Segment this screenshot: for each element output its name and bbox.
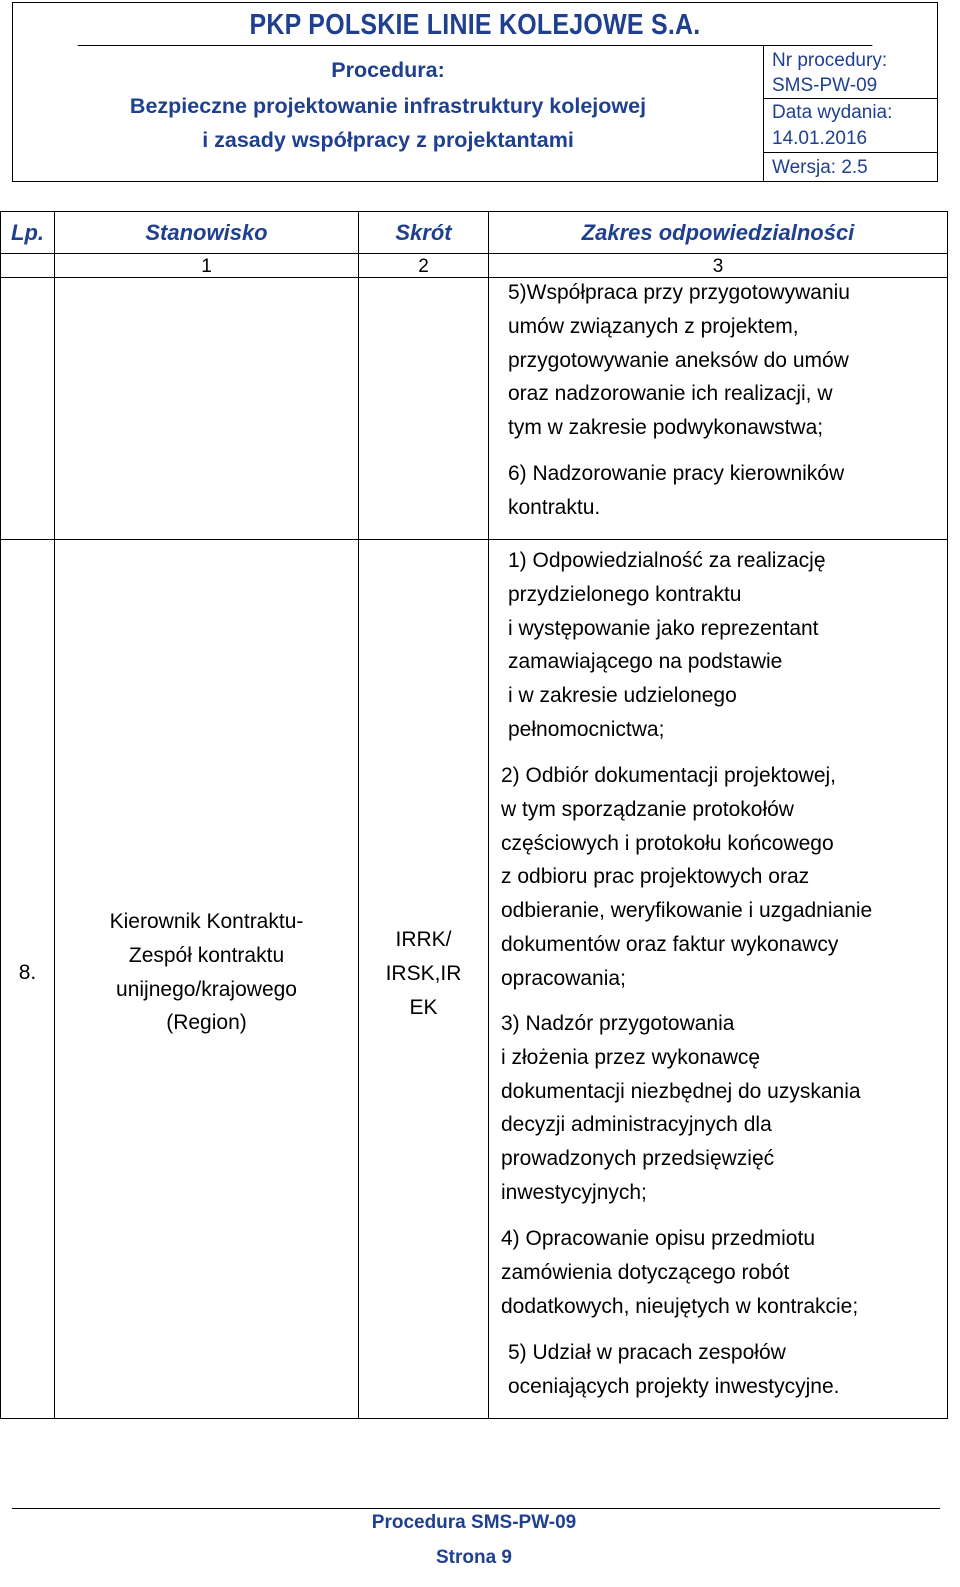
row-8-paragraph-5: 5) Udział w pracach zespołów oceniających projekty inwestycyjne. [508, 1341, 840, 1398]
row-8-position: Kierownik Kontraktu- Zespół kontraktu unijnego/krajowego (Region) [109, 910, 304, 1035]
procedure-title-block [13, 46, 764, 181]
procedure-title-line-2: i zasady współpracy z projektantami [202, 128, 574, 152]
column-number-1: 1 [201, 256, 212, 277]
procedure-number-value: SMS-PW-09 [772, 75, 878, 96]
row-8-paragraph-4: 4) Opracowanie opisu przedmiotu zamówienia dotyczącego robót dodatkowych, nieujętych w kontrakcie; [501, 1227, 859, 1318]
footer-procedure: Procedura SMS-PW-09 [371, 1512, 577, 1533]
issue-date-value: 14.01.2016 [772, 128, 868, 149]
row-8-paragraph-2: 2) Odbiór dokumentacji projektowej, w tym sporządzanie protokołów częściowych i protokołu końcowego z odbioru prac projektowych oraz odbieranie, weryfikowanie i uzgadnianie dokumentów oraz faktur wykonawcy opracowania; [501, 764, 873, 990]
row-8-paragraph-3: 3) Nadzór przygotowania i złożenia przez wykonawcę dokumentacji niezbędnej do uzyskania decyzji administracyjnych dla prowadzonych przedsięwzięć inwestycyjnych; [501, 1012, 861, 1204]
procedure-meta [764, 46, 937, 181]
header-lp: Lp. [11, 220, 44, 245]
column-number-3: 3 [712, 256, 724, 277]
version-label: Wersja: 2.5 [772, 157, 868, 178]
company-name: PKP POLSKIE LINIE KOLEJOWE S.A. [78, 3, 873, 46]
row-8-paragraph-1: 1) Odpowiedzialność za realizację przydzielonego kontraktu i występowanie jako reprezentant zamawiającego na podstawie i w zakresie udzielonego pełnomocnictwa; [508, 549, 826, 741]
column-number-2: 2 [418, 256, 429, 277]
row-8-lp: 8. [18, 961, 37, 984]
header-position: Stanowisko [145, 220, 268, 245]
procedure-title-line-1: Bezpieczne projektowanie infrastruktury kolejowej [129, 94, 647, 118]
continued-paragraph-5: 5)Współpraca przy przygotowywaniu umów związanych z projektem, przygotowywanie aneksów do umów oraz nadzorowanie ich realizacji, w tym w zakresie podwykonawstwa; [508, 281, 850, 440]
footer-rule [12, 1508, 940, 1509]
procedure-label: Procedura: [331, 58, 445, 82]
issue-date-label: Data wydania: [772, 102, 893, 123]
procedure-number-label: Nr procedury: [772, 50, 888, 71]
continued-paragraph-6: 6) Nadzorowanie pracy kierowników kontraktu. [508, 462, 845, 519]
footer-page-number: Strona 9 [435, 1547, 513, 1568]
row-8-abbreviation: IRRK/ IRSK,IR EK [385, 928, 462, 1019]
document-header [12, 2, 938, 182]
header-responsibility: Zakres odpowiedzialności [581, 220, 855, 245]
header-abbrev: Skrót [395, 220, 452, 245]
responsibility-table [0, 211, 948, 1419]
